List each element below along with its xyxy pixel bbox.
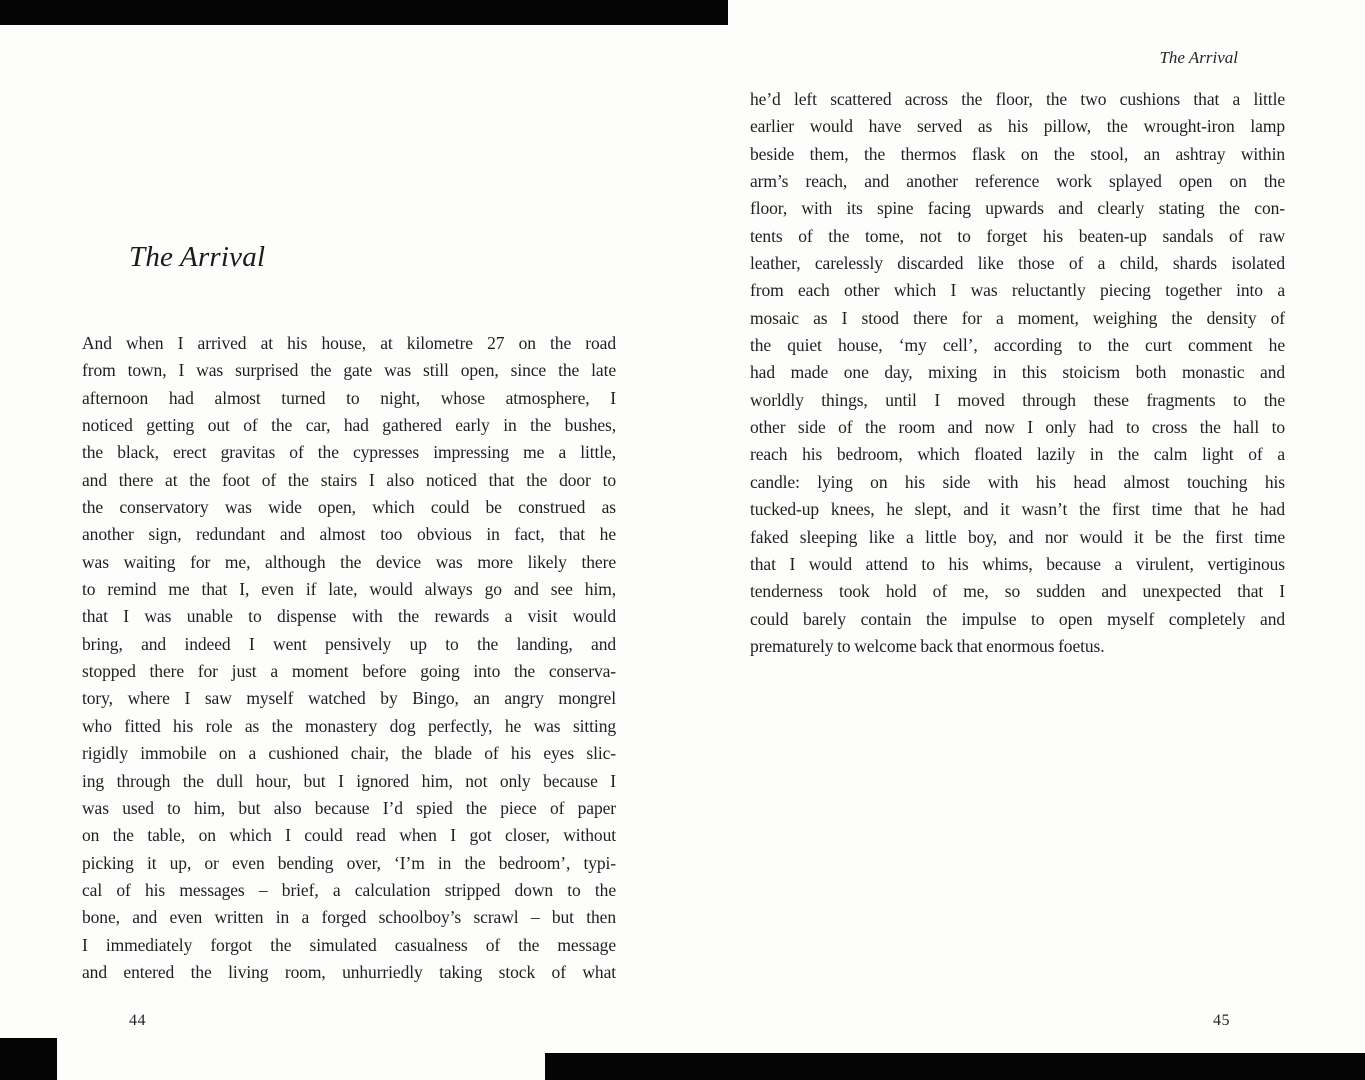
page-number-right: 45: [1213, 1012, 1230, 1029]
text-line: bone, and even written in a forged schoolboy’s scrawl – but then: [82, 907, 616, 928]
text-line: mosaic as I stood there for a moment, weighing the density of: [750, 307, 1285, 328]
text-line: rigidly immobile on a cushioned chair, the blade of his eyes slic-: [82, 743, 616, 764]
text-line: noticed getting out of the car, had gathered early in the bushes,: [82, 415, 616, 436]
text-line: the quiet house, ‘my cell’, according to the curt comment he: [750, 335, 1285, 356]
text-line: and there at the foot of the stairs I also noticed that the door to: [82, 469, 616, 490]
page-right: [750, 0, 1285, 1080]
text-line: on the table, on which I could read when I got closer, without: [82, 825, 616, 846]
text-line: floor, with its spine facing upwards and clearly stating the con-: [750, 198, 1285, 219]
text-line: to remind me that I, even if late, would always go and see him,: [82, 579, 616, 600]
text-line: tory, where I saw myself watched by Bingo, an angry mongrel: [82, 688, 616, 709]
text-line: beside them, the thermos flask on the stool, an ashtray within: [750, 143, 1285, 164]
text-line: was waiting for me, although the device was more likely there: [82, 551, 616, 572]
text-line: from each other which I was reluctantly piecing together into a: [750, 280, 1285, 301]
page-right-body: [750, 86, 1285, 660]
text-line: that I would attend to his whims, because a virulent, vertiginous: [750, 553, 1285, 574]
text-line: tents of the tome, not to forget his beaten-up sandals of raw: [750, 225, 1285, 246]
page-number-left: 44: [129, 1012, 146, 1029]
text-line: I immediately forgot the simulated casualness of the message: [82, 934, 616, 955]
text-line: afternoon had almost turned to night, whose atmosphere, I: [82, 387, 616, 408]
text-line: tenderness took hold of me, so sudden and unexpected that I: [750, 581, 1285, 602]
text-line: faked sleeping like a little boy, and nor would it be the first time: [750, 526, 1285, 547]
text-line: another sign, redundant and almost too obvious in fact, that he: [82, 524, 616, 545]
text-line: earlier would have served as his pillow, the wrought-iron lamp: [750, 116, 1285, 137]
text-line: picking it up, or even bending over, ‘I’m in the bedroom’, typi-: [82, 852, 616, 873]
text-line: the black, erect gravitas of the cypresses impressing me a little,: [82, 442, 616, 463]
text-line: from town, I was surprised the gate was still open, since the late: [82, 360, 616, 381]
text-line: bring, and indeed I went pensively up to the landing, and: [82, 633, 616, 654]
text-line: could barely contain the impulse to open myself completely and: [750, 608, 1285, 629]
text-line: had made one day, mixing in this stoicism both monastic and: [750, 362, 1285, 383]
text-line: was used to him, but also because I’d spied the piece of paper: [82, 797, 616, 818]
text-line: worldly things, until I moved through these fragments to the: [750, 389, 1285, 410]
text-line: tucked-up knees, he slept, and it wasn’t the first time that he had: [750, 499, 1285, 520]
text-line: ing through the dull hour, but I ignored him, not only because I: [82, 770, 616, 791]
text-line: who fitted his role as the monastery dog perfectly, he was sitting: [82, 715, 616, 736]
text-line: And when I arrived at his house, at kilometre 27 on the road: [82, 333, 616, 353]
text-line: and entered the living room, unhurriedly taking stock of what: [82, 961, 616, 982]
page-left: [82, 0, 616, 1080]
text-line: he’d left scattered across the floor, the two cushions that a little: [750, 89, 1285, 109]
text-line: prematurely to welcome back that enormous foetus.: [750, 635, 1105, 656]
text-line: reach his bedroom, which floated lazily in the calm light of a: [750, 444, 1285, 465]
text-line: stopped there for just a moment before going into the conserva-: [82, 661, 616, 682]
page-left-body: [82, 330, 616, 986]
text-line: cal of his messages – brief, a calculation stripped down to the: [82, 879, 616, 900]
text-line: leather, carelessly discarded like those of a child, shards isolated: [750, 253, 1285, 274]
text-line: the conservatory was wide open, which could be construed as: [82, 497, 616, 518]
running-header: The Arrival: [1159, 48, 1238, 67]
text-line: candle: lying on his side with his head almost touching his: [750, 471, 1285, 492]
text-line: that I was unable to dispense with the rewards a visit would: [82, 606, 616, 627]
chapter-title: The Arrival: [129, 241, 266, 273]
scan-artifact-corner-block: [0, 1038, 57, 1080]
text-line: other side of the room and now I only had to cross the hall to: [750, 417, 1285, 438]
text-line: arm’s reach, and another reference work splayed open on the: [750, 171, 1285, 192]
